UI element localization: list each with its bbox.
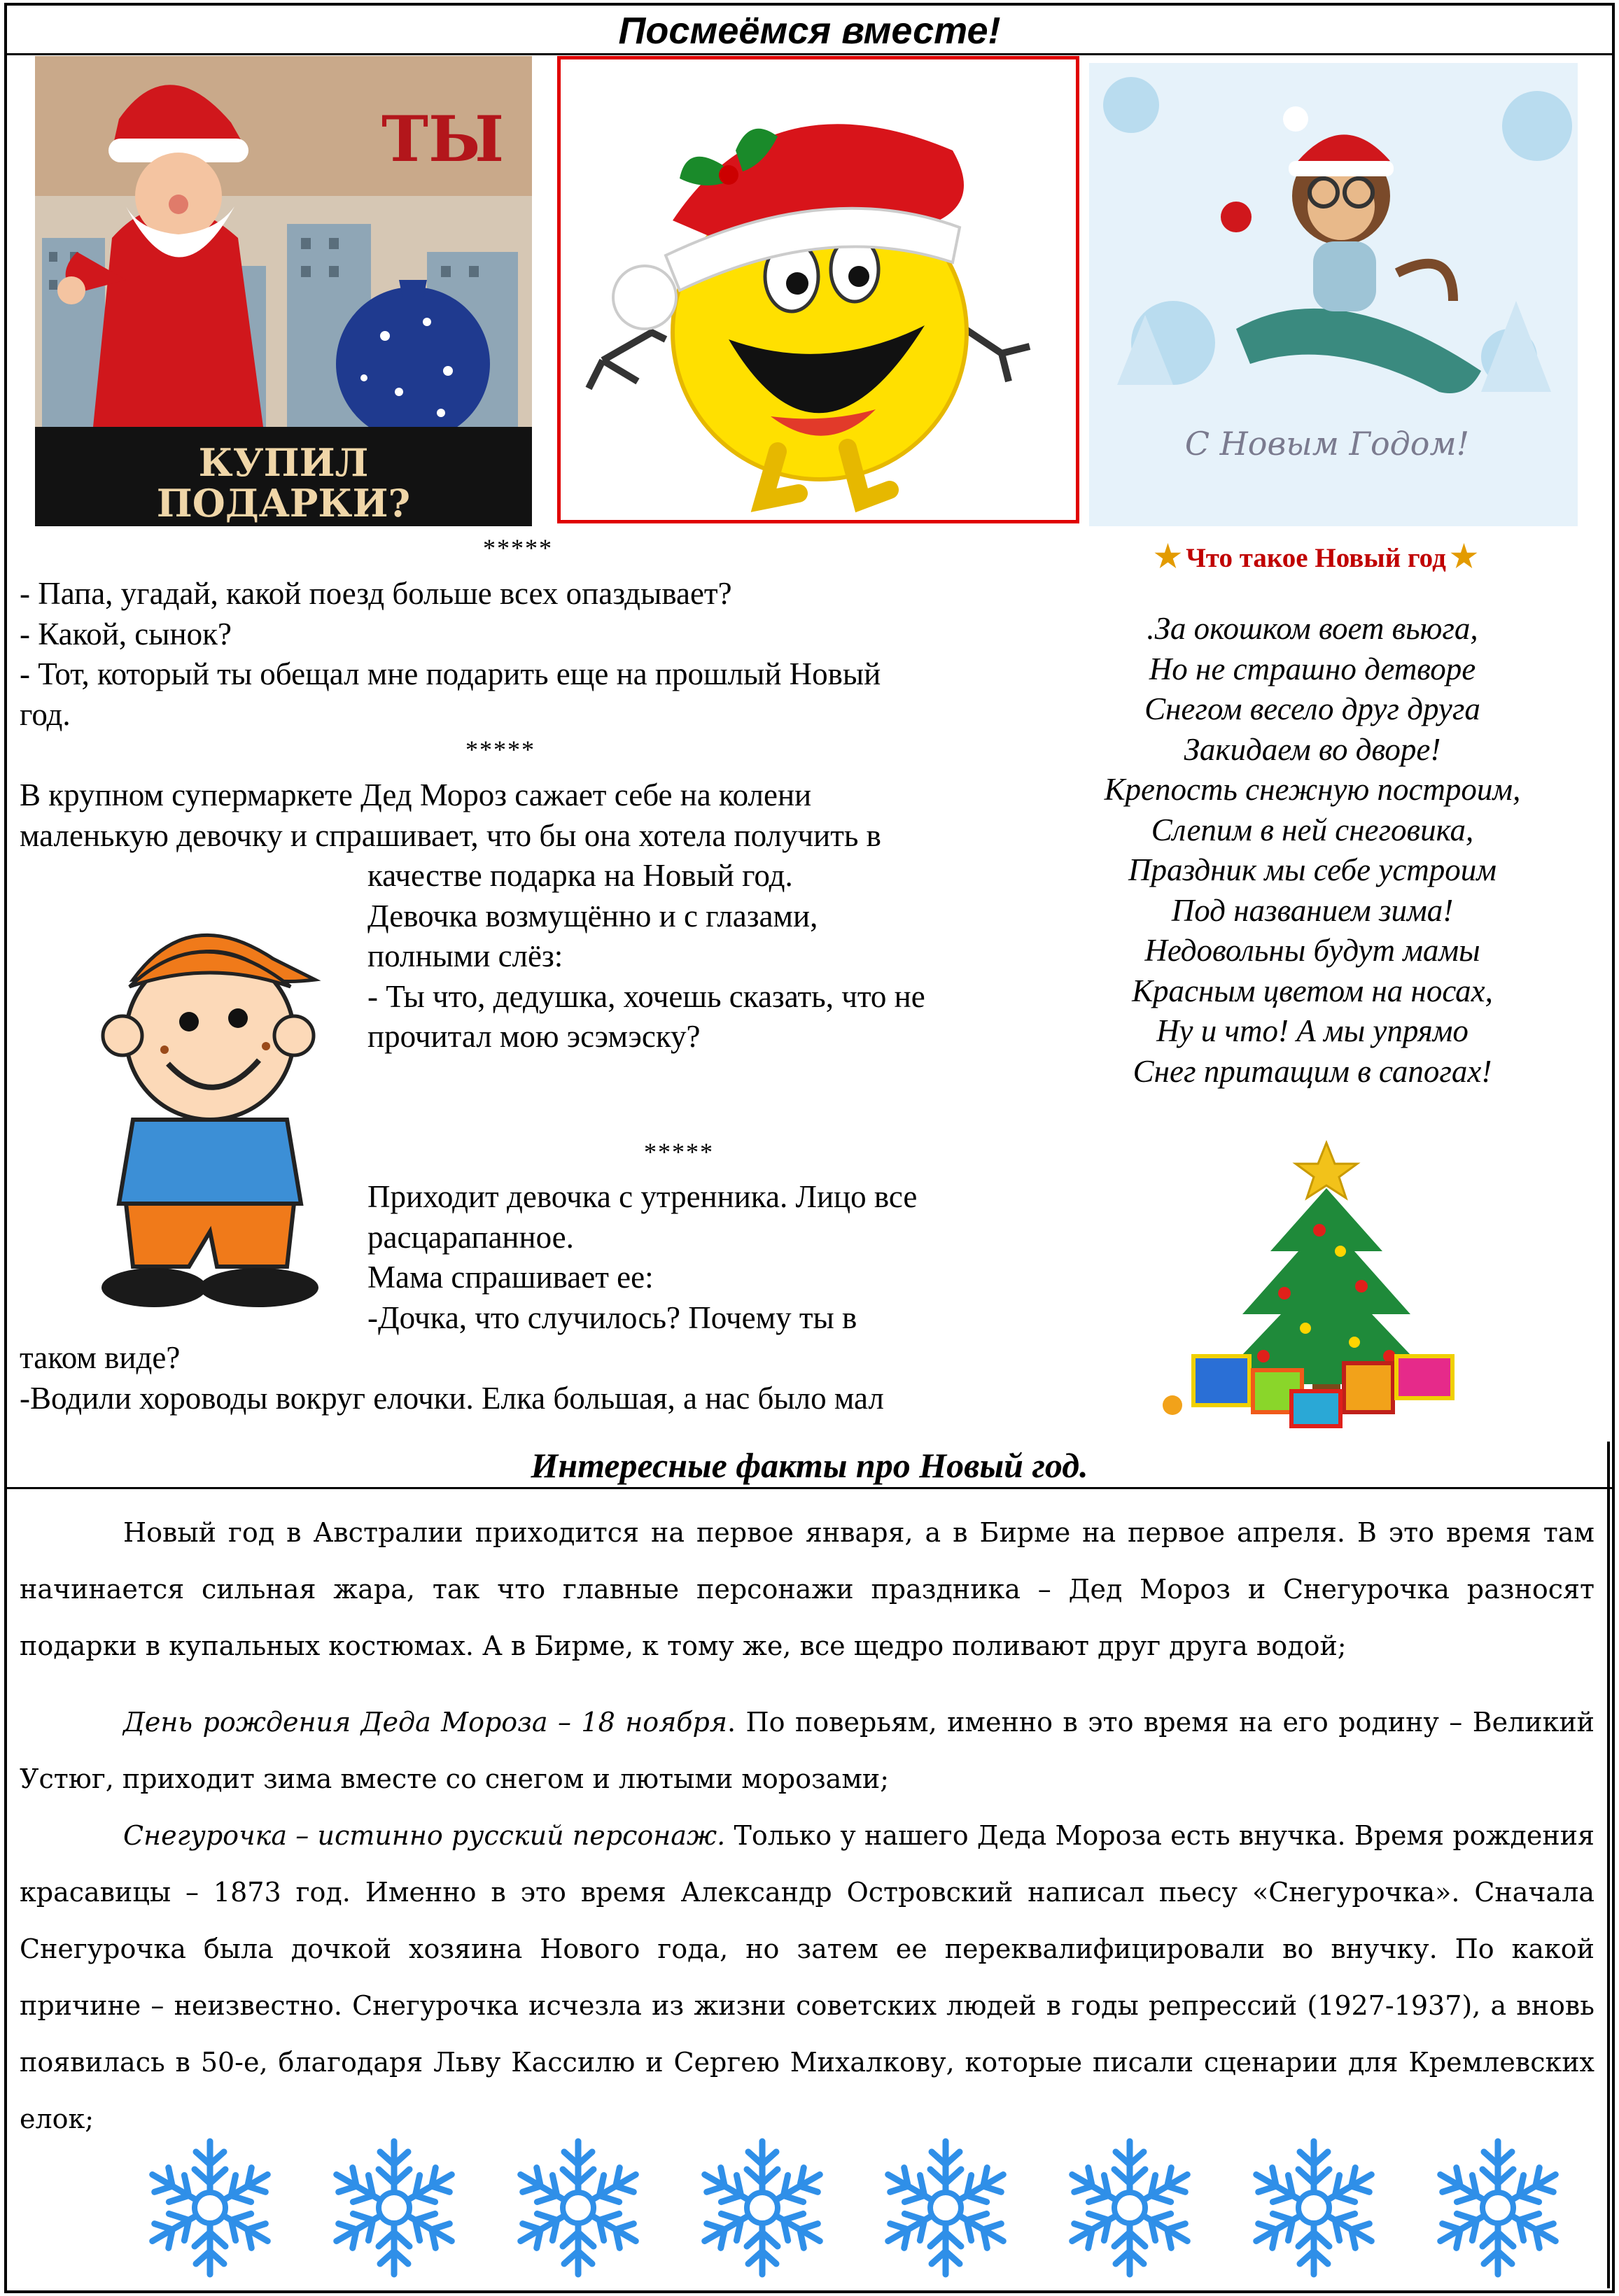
poem-line: Ну и что! А мы упрямо: [1156, 1013, 1469, 1048]
snowflake-icon: [1421, 2134, 1575, 2281]
joke-line: - Какой, сынок?: [20, 616, 232, 652]
facts-title: Интересные факты про Новый год.: [531, 1446, 1088, 1485]
santa-caption-bottom-2: ПОДАРКИ?: [156, 481, 411, 526]
separator-1: *****: [483, 534, 553, 562]
joke-line: -Водили хороводы вокруг елочки. Елка большая, а нас было мал: [20, 1380, 884, 1416]
santa-caption-top: ТЫ: [381, 102, 505, 176]
separator-2: *****: [465, 735, 535, 763]
fact-paragraph: [20, 1808, 1595, 2148]
joke-3-wrap: [20, 1338, 884, 1418]
joke-line: таком виде?: [20, 1340, 181, 1375]
joke-line: расцарапанное.: [367, 1219, 574, 1255]
joke-line: Приходит девочка с утренника. Лицо все: [367, 1179, 918, 1214]
snowflake-icon: [685, 2134, 839, 2281]
poem: [1043, 609, 1582, 1092]
poem-line: .За окошком воет вьюга,: [1147, 611, 1478, 646]
joke-line: прочитал мою эсэмэску?: [367, 1019, 701, 1054]
snowflake-icon: [1053, 2134, 1207, 2281]
joke-line: -Дочка, что случилось? Почему ты в: [367, 1300, 857, 1335]
facts-divider: [7, 1487, 1612, 1489]
fact-text: Только у нашего Деда Мороза есть внучка. Время рождения красавицы – 1873 год. Именно в это время Александр Островский написал пьесу «Снегурочка». Сначала Снегурочка была дочкой хозяина Нового года, но затем ее переквалифицировали во внучку. По какой причине – неизвестно. Снегурочка исчезла из жизни советских людей в годы репрессий (1927-1937), а вновь появилась в 50-е, благодаря Льву Кассилю и Сергею Михалкову, которые писали сценарии для Кремлевских елок;: [20, 1820, 1595, 2134]
santa-picture: [35, 56, 532, 526]
joke-line: - Ты что, дедушка, хочешь сказать, что не: [367, 978, 925, 1014]
joke-2-wrap: [367, 856, 925, 1057]
fact-emphasis: Снегурочка – истинно русский персонаж.: [123, 1820, 726, 1851]
poem-line: Под названием зима!: [1171, 892, 1454, 928]
poem-line: Крепость снежную построим,: [1104, 772, 1521, 807]
poem-line: Красным цветом на носах,: [1132, 973, 1493, 1008]
poem-line: Недовольны будут мамы: [1144, 933, 1480, 968]
poem-title-text: Что такое Новый год: [1186, 543, 1446, 573]
separator-3: *****: [644, 1138, 714, 1166]
joke-2: [20, 775, 881, 856]
monkey-snowboard-picture: [1089, 63, 1578, 526]
joke-line: Девочка возмущённо и с глазами,: [367, 898, 818, 934]
fact-text: . По поверьям, именно в это время на его родину – Великий Устюг, приходит зима вместе со снегом и лютыми морозами;: [20, 1707, 1595, 1794]
monkey-caption: С Новым Годом!: [1184, 425, 1470, 463]
facts-side-border: [1607, 1442, 1610, 2288]
fact-emphasis: День рождения Деда Мороза – 18 ноября: [123, 1707, 727, 1738]
smiley-picture: [557, 56, 1079, 523]
snowflake-icon: [501, 2134, 655, 2281]
poem-line: Но не страшно детворе: [1149, 651, 1476, 686]
snowflake-row: [133, 2134, 1575, 2281]
poem-line: Снег притащим в сапогах!: [1133, 1053, 1492, 1089]
fact-paragraph: Новый год в Австралии приходится на первое января, а в Бирме на первое апреля. В это время там начинается сильная жара, так что главные персонажи праздника – Дед Мороз и Снегурочка разносят подарки в купальных костюмах. А в Бирме, к тому же, все щедро поливают друг друга водой;: [20, 1517, 1595, 1661]
poem-title: [1092, 536, 1540, 579]
snowflake-icon: [317, 2134, 471, 2281]
joke-line: - Тот, который ты обещал мне подарить еще на прошлый Новый: [20, 656, 881, 691]
joke-line: Мама спрашивает ее:: [367, 1260, 654, 1295]
page-title: Посмеёмся вместе!: [618, 10, 1001, 52]
santa-caption-bottom-1: КУПИЛ: [198, 440, 369, 485]
cartoon-boy-picture: [49, 875, 343, 1316]
joke-3: [367, 1177, 917, 1338]
joke-line: год.: [20, 696, 71, 732]
snowflake-icon: [1237, 2134, 1391, 2281]
facts-body: [20, 1505, 1595, 2148]
poem-line: Слепим в ней снеговика,: [1151, 812, 1474, 847]
joke-line: - Папа, угадай, какой поезд больше всех опаздывает?: [20, 576, 732, 611]
poem-line: Снегом весело друг друга: [1144, 691, 1480, 726]
joke-1: [20, 574, 881, 735]
star-icon: ★: [1154, 540, 1182, 574]
title-divider: [7, 53, 1612, 55]
star-icon: ★: [1450, 540, 1478, 574]
joke-line: В крупном супермаркете Дед Мороз сажает себе на колени: [20, 777, 812, 812]
snowflake-icon: [133, 2134, 287, 2281]
christmas-tree-picture: [1158, 1132, 1466, 1433]
joke-line: полными слёз:: [367, 938, 563, 973]
fact-paragraph: [20, 1694, 1595, 1808]
poem-line: Праздник мы себе устроим: [1128, 852, 1497, 887]
joke-line: качестве подарка на Новый год.: [367, 858, 793, 893]
snowflake-icon: [869, 2134, 1023, 2281]
joke-line: маленькую девочку и спрашивает, что бы она хотела получить в: [20, 817, 881, 853]
poem-line: Закидаем во дворе!: [1184, 731, 1441, 767]
